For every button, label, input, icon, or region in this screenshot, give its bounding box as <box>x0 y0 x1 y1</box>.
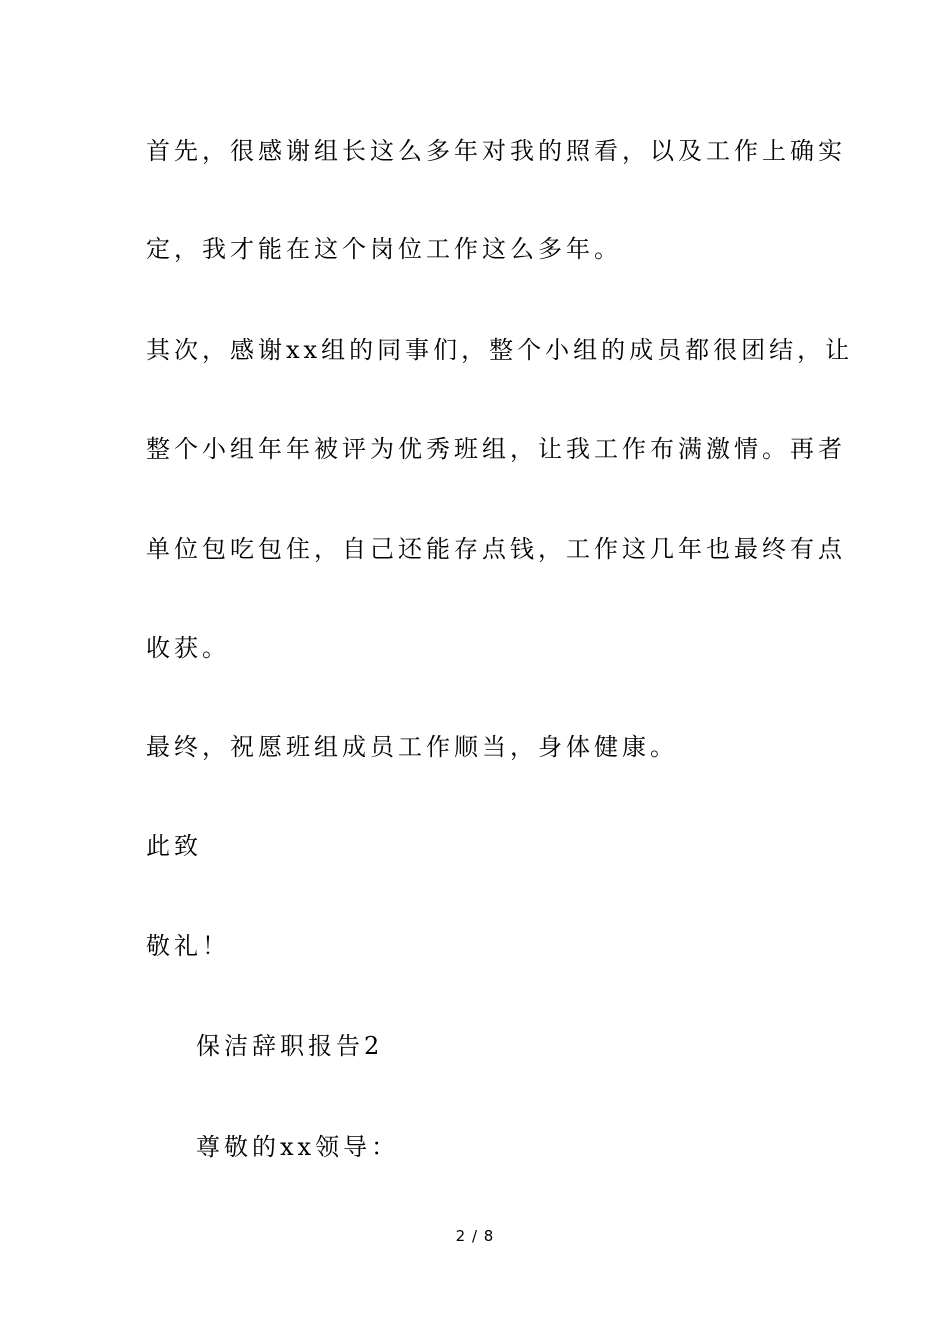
salutation-line: 敬礼！ <box>146 932 230 960</box>
paragraph-line-4: 整个小组年年被评为优秀班组，让我工作布满激情。再者 <box>146 435 846 463</box>
greeting-line: 尊敬的xx领导： <box>196 1133 400 1161</box>
paragraph-line-7: 最终，祝愿班组成员工作顺当，身体健康。 <box>146 733 678 761</box>
paragraph-line-6: 收获。 <box>146 634 230 662</box>
section-title: 保洁辞职报告2 <box>196 1032 384 1060</box>
page-number: 2 / 8 <box>455 1227 495 1245</box>
paragraph-line-3: 其次，感谢xx组的同事们，整个小组的成员都很团结，让 <box>146 336 854 364</box>
paragraph-line-1: 首先，很感谢组长这么多年对我的照看，以及工作上确实 <box>146 137 846 165</box>
paragraph-line-5: 单位包吃包住，自己还能存点钱，工作这几年也最终有点 <box>146 535 846 563</box>
closing-line: 此致 <box>146 832 202 860</box>
paragraph-line-2: 定，我才能在这个岗位工作这么多年。 <box>146 235 622 263</box>
